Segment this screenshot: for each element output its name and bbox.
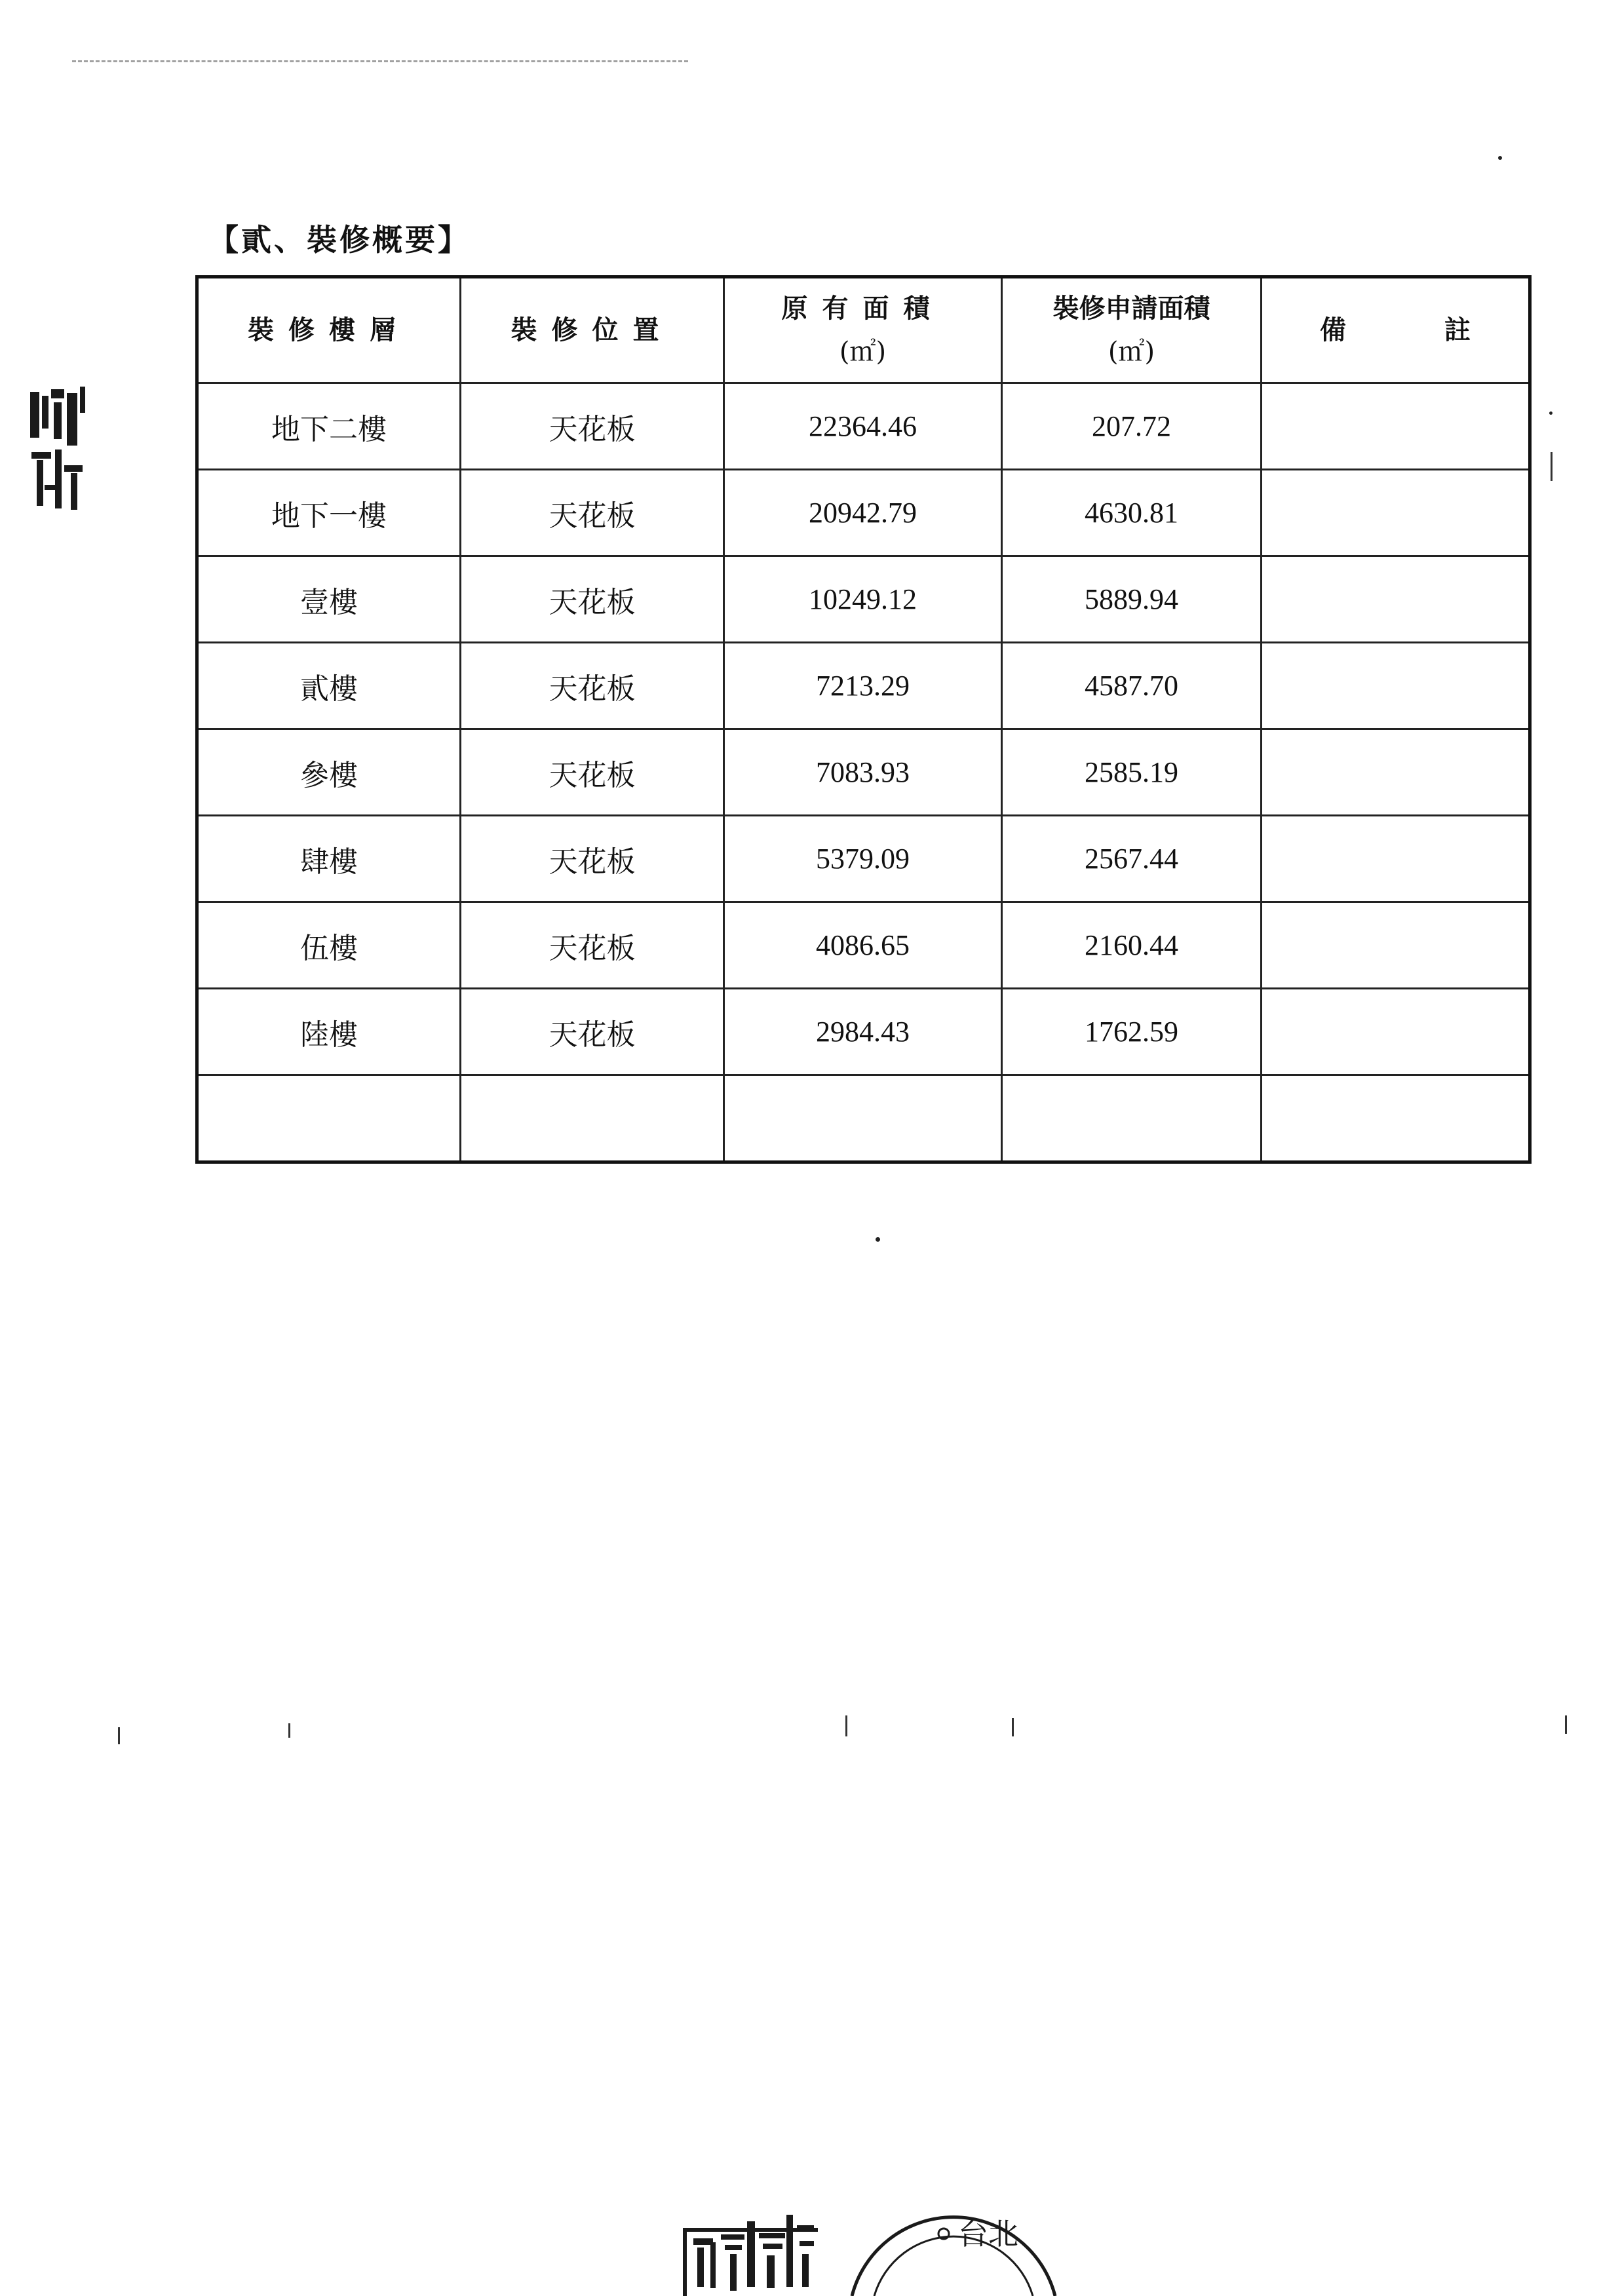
scan-artifact-mark [118,1727,120,1744]
original-area-cell: 20942.79 [724,470,1002,556]
scan-speck [1549,411,1552,415]
scan-speck [1498,156,1502,160]
remark-cell [1262,902,1530,989]
location-cell: 天花板 [461,902,724,989]
applied-area-cell: 2160.44 [1002,902,1262,989]
unit-label: (㎡) [839,337,887,367]
floor-cell [197,1075,461,1162]
header-original-area: 原有面積 (㎡) [724,277,1002,383]
remark-cell [1262,816,1530,902]
table-row [197,729,1530,816]
applied-area-cell: 1762.59 [1002,989,1262,1075]
remark-cell [1262,556,1530,643]
location-cell: 天花板 [461,816,724,902]
floor-cell: 地下二樓 [197,383,461,470]
floor-cell: 陸樓 [197,989,461,1075]
header-floor: 裝修樓層 [197,277,461,383]
applied-area-cell: 4630.81 [1002,470,1262,556]
remark-cell [1262,383,1530,470]
header-location: 裝修位置 [461,277,724,383]
header-applied-area: 裝修申請面積 (㎡) [1002,277,1262,383]
original-area-cell: 10249.12 [724,556,1002,643]
unit-label: (㎡) [1108,337,1155,367]
table-row [197,556,1530,643]
remark-cell [1262,729,1530,816]
original-area-cell: 7213.29 [724,643,1002,729]
scan-artifact-mark [1565,1715,1567,1734]
applied-area-cell: 4587.70 [1002,643,1262,729]
applied-area-cell: 207.72 [1002,383,1262,470]
table-row [197,989,1530,1075]
location-cell [461,1075,724,1162]
scan-artifact-line [72,60,688,62]
table-body [197,383,1530,1162]
location-cell: 天花板 [461,989,724,1075]
scan-artifact-mark [1551,452,1552,481]
floor-cell: 壹樓 [197,556,461,643]
scan-speck [876,1237,880,1242]
scan-artifact-mark [845,1715,847,1736]
applied-area-cell: 5889.94 [1002,556,1262,643]
table-row [197,383,1530,470]
location-cell: 天花板 [461,470,724,556]
table-row [197,816,1530,902]
original-area-cell: 7083.93 [724,729,1002,816]
original-area-cell [724,1075,1002,1162]
location-cell: 天花板 [461,729,724,816]
location-cell: 天花板 [461,556,724,643]
location-cell: 天花板 [461,383,724,470]
floor-cell: 伍樓 [197,902,461,989]
scan-artifact-mark [288,1723,290,1738]
applied-area-cell: 2585.19 [1002,729,1262,816]
applied-area-cell [1002,1075,1262,1162]
remark-cell [1262,470,1530,556]
header-remark: 備 註 [1262,277,1530,383]
original-area-cell: 5379.09 [724,816,1002,902]
original-area-cell: 2984.43 [724,989,1002,1075]
table-row [197,470,1530,556]
remark-cell [1262,1075,1530,1162]
location-cell: 天花板 [461,643,724,729]
remark-cell [1262,989,1530,1075]
left-margin-seal [25,387,90,518]
section-title: 【貳、裝修概要】 [208,222,471,258]
applied-area-cell: 2567.44 [1002,816,1262,902]
floor-cell: 參樓 [197,729,461,816]
original-area-cell: 4086.65 [724,902,1002,989]
scan-artifact-mark [1012,1718,1014,1736]
floor-cell: 地下一樓 [197,470,461,556]
remark-cell [1262,643,1530,729]
round-seal-text: 台北 [958,2216,1018,2251]
table-header-row [197,277,1530,383]
table-row [197,643,1530,729]
floor-cell: 貳樓 [197,643,461,729]
bottom-round-seal [845,2198,1062,2296]
bottom-square-seal [682,2202,819,2296]
floor-cell: 肆樓 [197,816,461,902]
table-row [197,1075,1530,1162]
table-row [197,902,1530,989]
original-area-cell: 22364.46 [724,383,1002,470]
renovation-summary-table [195,275,1532,1164]
